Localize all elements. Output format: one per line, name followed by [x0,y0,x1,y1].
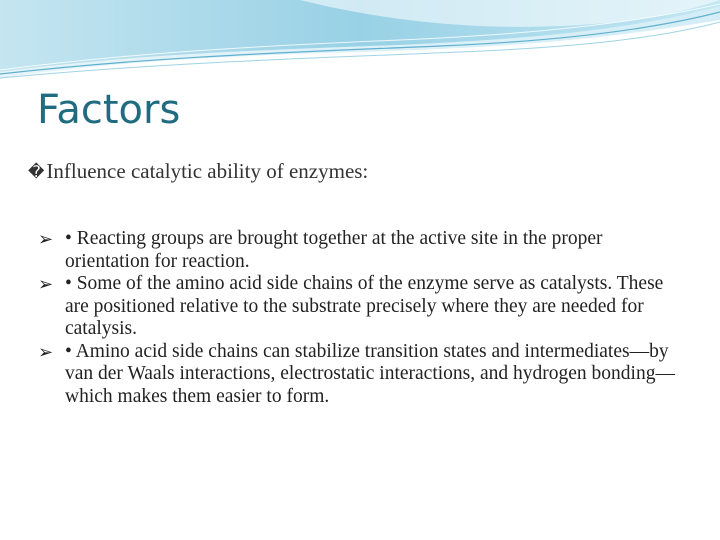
bullet-text: • Some of the amino acid side chains of the enzyme serve as catalysts. These are positioned relative to the substrate precisely where they are needed for catalysis. [65,273,664,339]
arrow-bullet-icon: ➢ [38,274,54,295]
bullet-text: • Amino acid side chains can stabilize transition states and intermediates—by van der Waals interactions, electrostatic interactions, and hydrogen bonding—which makes them easier to form. [65,340,675,407]
subtitle-text: Influence catalytic ability of enzymes: [46,159,369,183]
bullet-item [40,228,685,273]
wave-header-decoration [0,0,720,90]
bullet-item [40,341,685,409]
slide-subtitle [28,157,368,186]
bullet-item [40,273,685,341]
arrow-bullet-icon: ➢ [38,229,54,250]
bullet-list [40,228,685,408]
slide-title: Factors [37,87,181,133]
arrow-bullet-icon: ➢ [38,341,54,363]
bullet-text: • Reacting groups are brought together at the active site in the proper orientation for reaction. [65,228,603,272]
unknown-glyph-icon: � [28,162,45,181]
